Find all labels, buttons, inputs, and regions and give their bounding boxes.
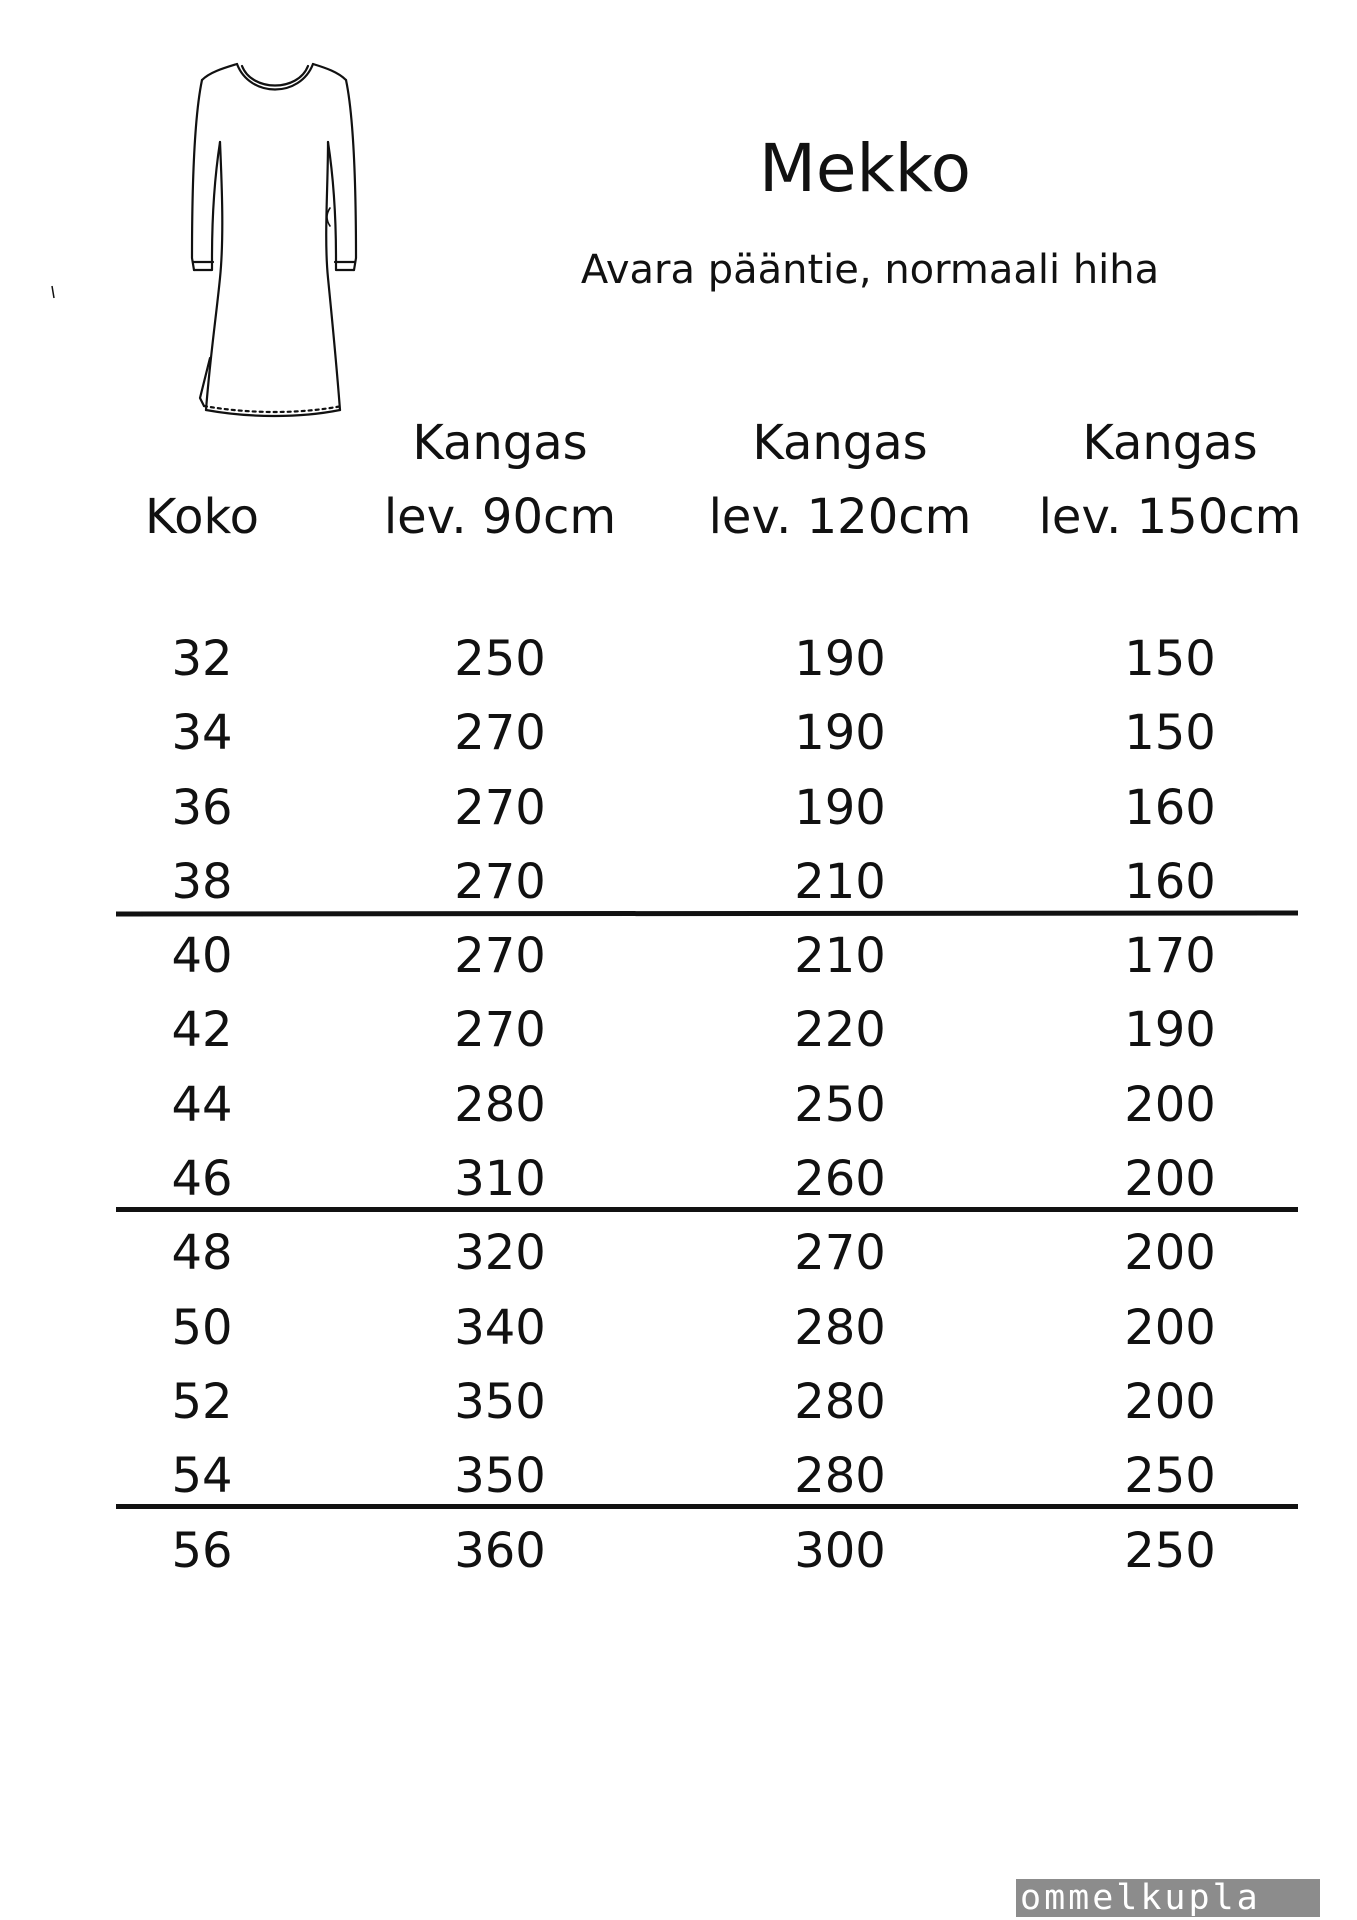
stray-mark [51, 285, 55, 299]
column-header-line2: lev. 120cm [708, 489, 972, 545]
size-cell: 40 [171, 928, 233, 985]
fabric-150-cell: 200 [1124, 1299, 1216, 1356]
fabric-150-cell: 250 [1124, 1448, 1216, 1505]
table-row [0, 771, 1357, 845]
fabric-90-cell: 250 [454, 631, 546, 687]
table-row [0, 1068, 1357, 1142]
column-header-line1: Kangas [1082, 415, 1258, 471]
table-row [0, 845, 1357, 919]
fabric-150-cell: 200 [1124, 1076, 1216, 1133]
dress-icon [180, 58, 370, 432]
group-divider [116, 910, 1298, 916]
fabric-90-cell: 270 [454, 779, 546, 836]
fabric-120-cell: 280 [794, 1448, 886, 1505]
fabric-120-cell: 220 [794, 1002, 886, 1059]
column-header-line2: lev. 90cm [383, 489, 617, 545]
table-row [0, 1365, 1357, 1439]
fabric-90-cell: 320 [454, 1225, 546, 1282]
fabric-90-cell: 350 [454, 1448, 546, 1505]
page-subtitle: Avara pääntie, normaali hiha [580, 247, 1160, 293]
fabric-90-cell: 310 [454, 1151, 546, 1208]
table-row [0, 1439, 1357, 1513]
table-row [0, 919, 1357, 993]
fabric-120-cell: 190 [794, 631, 886, 687]
table-row [0, 1216, 1357, 1290]
table-row [0, 622, 1357, 696]
column-header-line2: lev. 150cm [1038, 489, 1302, 545]
fabric-120-cell: 210 [794, 853, 886, 910]
column-header-line2: Koko [145, 489, 259, 545]
fabric-120-cell: 190 [794, 779, 886, 836]
column-header-width-120 [690, 406, 990, 554]
size-cell: 48 [171, 1225, 233, 1282]
fabric-90-cell: 270 [454, 928, 546, 985]
size-cell: 46 [171, 1151, 233, 1208]
fabric-120-cell: 210 [794, 928, 886, 985]
fabric-90-cell: 350 [454, 1373, 546, 1430]
fabric-table [0, 622, 1357, 1588]
fabric-150-cell: 200 [1124, 1225, 1216, 1282]
page-title: Mekko [758, 130, 972, 207]
size-cell: 50 [171, 1299, 233, 1356]
fabric-90-cell: 280 [454, 1076, 546, 1133]
table-row [0, 1291, 1357, 1365]
size-cell: 32 [171, 631, 233, 687]
column-header-width-90 [360, 406, 640, 554]
fabric-150-cell: 170 [1124, 928, 1216, 985]
column-header-size [102, 480, 302, 554]
column-header-line1: Kangas [412, 415, 588, 471]
fabric-150-cell: 150 [1124, 705, 1216, 762]
fabric-120-cell: 300 [794, 1522, 886, 1579]
fabric-150-cell: 160 [1124, 853, 1216, 910]
fabric-90-cell: 340 [454, 1299, 546, 1356]
size-cell: 34 [171, 705, 233, 762]
fabric-120-cell: 280 [794, 1373, 886, 1430]
fabric-150-cell: 250 [1124, 1522, 1216, 1579]
fabric-150-cell: 200 [1124, 1151, 1216, 1208]
fabric-90-cell: 270 [454, 1002, 546, 1059]
size-cell: 44 [171, 1076, 233, 1133]
column-header-width-150 [1020, 406, 1320, 554]
table-row [0, 696, 1357, 770]
size-cell: 52 [171, 1373, 233, 1430]
fabric-120-cell: 280 [794, 1299, 886, 1356]
size-cell: 36 [171, 779, 233, 836]
size-cell: 38 [171, 853, 233, 910]
brand-logo: ommelkupla [1016, 1879, 1320, 1917]
fabric-120-cell: 190 [794, 705, 886, 762]
group-divider [116, 1207, 1298, 1212]
table-row [0, 1514, 1357, 1588]
fabric-150-cell: 160 [1124, 779, 1216, 836]
size-cell: 42 [171, 1002, 233, 1059]
table-row [0, 993, 1357, 1067]
fabric-120-cell: 270 [794, 1225, 886, 1282]
fabric-120-cell: 250 [794, 1076, 886, 1133]
fabric-120-cell: 260 [794, 1151, 886, 1208]
table-row [0, 1142, 1357, 1216]
fabric-90-cell: 270 [454, 853, 546, 910]
column-header-line1: Kangas [752, 415, 928, 471]
size-cell: 56 [171, 1522, 233, 1579]
group-divider [116, 1504, 1298, 1509]
fabric-150-cell: 200 [1124, 1373, 1216, 1430]
fabric-150-cell: 150 [1124, 631, 1216, 687]
fabric-90-cell: 270 [454, 705, 546, 762]
size-cell: 54 [171, 1448, 233, 1505]
fabric-90-cell: 360 [454, 1522, 546, 1579]
fabric-150-cell: 190 [1124, 1002, 1216, 1059]
